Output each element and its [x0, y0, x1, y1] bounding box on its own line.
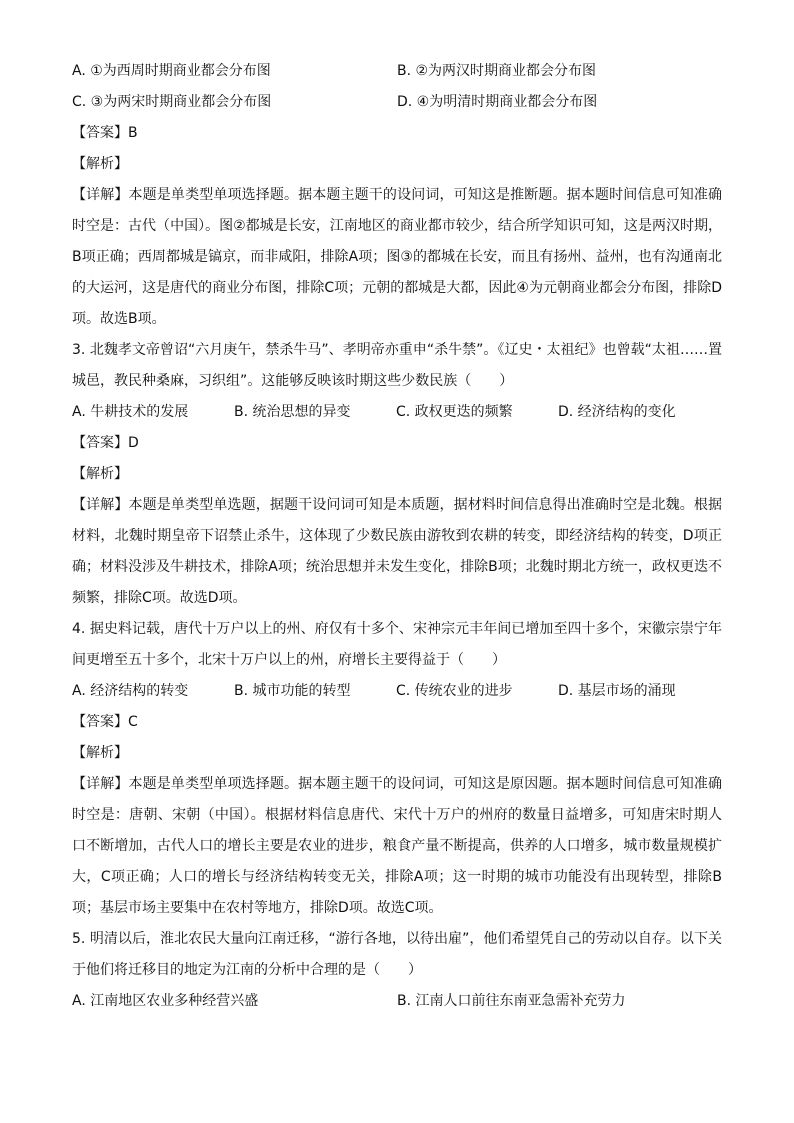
page-content [72, 56, 722, 1017]
q3-answer: 【答案】D [72, 435, 139, 451]
q2-analysis-label: 【解析】 [72, 156, 128, 172]
q2-answer: 【答案】B [72, 125, 138, 141]
q3-stem: 3. 北魏孝文帝曾诏“六月庚午，禁杀牛马”、孝明帝亦重申“杀牛禁”。《辽史・太祖纪》也曾载“太祖……置城邑，教民种桑麻，习织组”。这能够反映该时期这些少数民族（ ） [72, 342, 722, 389]
q2-detail: 【详解】本题是单类型单项选择题。据本题主题干的设问词，可知这是推断题。据本题时间信息可知准确时空是：古代（中国）。图②都城是长安，江南地区的商业都市较少，结合所学知识可知，这是两汉时期，B项正确；西周都城是镐京，而非咸阳，排除A项；图③的都城在长安，而且有扬州、益州，也有沟通南北的大运河，这是唐代的商业分布图，排除C项；元朝的都城是大都，因此④为元朝商业都会分布图，排除D项。故选B项。 [72, 187, 722, 327]
q2-option-a: A. ①为西周时期商业都会分布图 [72, 63, 271, 79]
q3-options [72, 397, 722, 428]
q4-option-d: D. 基层市场的涌现 [558, 683, 676, 699]
q2-option-c: C. ③为两宋时期商业都会分布图 [72, 94, 272, 110]
q3-option-b: B. 统治思想的异变 [234, 404, 351, 420]
q4-answer: 【答案】C [72, 714, 138, 730]
q4-options [72, 676, 722, 707]
q2-options-row-2 [72, 87, 722, 118]
q4-option-b: B. 城市功能的转型 [234, 683, 351, 699]
q3-option-a: A. 牛耕技术的发展 [72, 404, 189, 420]
q2-option-b: B. ②为两汉时期商业都会分布图 [397, 63, 597, 79]
q2-options-row-1 [72, 56, 722, 87]
q4-stem: 4. 据史料记载，唐代十万户以上的州、府仅有十多个、宋神宗元丰年间已增加至四十多个，宋徽宗崇宁年间更增至五十多个，北宋十万户以上的州，府增长主要得益于（ ） [72, 621, 722, 668]
q5-option-b: B. 江南人口前往东南亚急需补充劳力 [397, 993, 626, 1009]
q3-detail: 【详解】本题是单类型单选题，据题干设问词可知是本质题，据材料时间信息得出准确时空是北魏。根据材料，北魏时期皇帝下诏禁止杀牛，这体现了少数民族由游牧到农耕的转变，即经济结构的转变，D项正确；材料没涉及牛耕技术，排除A项；统治思想并未发生变化，排除B项；北魏时期北方统一，政权更迭不频繁，排除C项。故选D项。 [72, 497, 722, 606]
q4-option-c: C. 传统农业的进步 [396, 683, 513, 699]
q5-stem: 5. 明清以后，淮北农民大量向江南迁移，“游行各地，以待出雇”，他们希望凭自己的劳动以自存。以下关于他们将迁移目的地定为江南的分析中合理的是（ ） [72, 931, 722, 978]
q4-analysis-label: 【解析】 [72, 745, 128, 761]
q5-option-a: A. 江南地区农业多种经营兴盛 [72, 993, 259, 1009]
q4-option-a: A. 经济结构的转变 [72, 683, 189, 699]
q3-analysis-label: 【解析】 [72, 466, 128, 482]
q5-options-row-1 [72, 986, 722, 1017]
q4-detail: 【详解】本题是单类型单项选择题。据本题主题干的设问词，可知这是原因题。据本题时间信息可知准确时空是：唐朝、宋朝（中国）。根据材料信息唐代、宋代十万户的州府的数量日益增多，可知唐宋时期人口不断增加，古代人口的增长主要是农业的进步，粮食产量不断提高，供养的人口增多，城市数量规模扩大，C项正确；人口的增长与经济结构转变无关，排除A项；这一时期的城市功能没有出现转型，排除B项；基层市场主要集中在农村等地方，排除D项。故选C项。 [72, 776, 722, 916]
q3-option-c: C. 政权更迭的频繁 [396, 404, 513, 420]
q2-option-d: D. ④为明清时期商业都会分布图 [397, 94, 598, 110]
q3-option-d: D. 经济结构的变化 [558, 404, 676, 420]
